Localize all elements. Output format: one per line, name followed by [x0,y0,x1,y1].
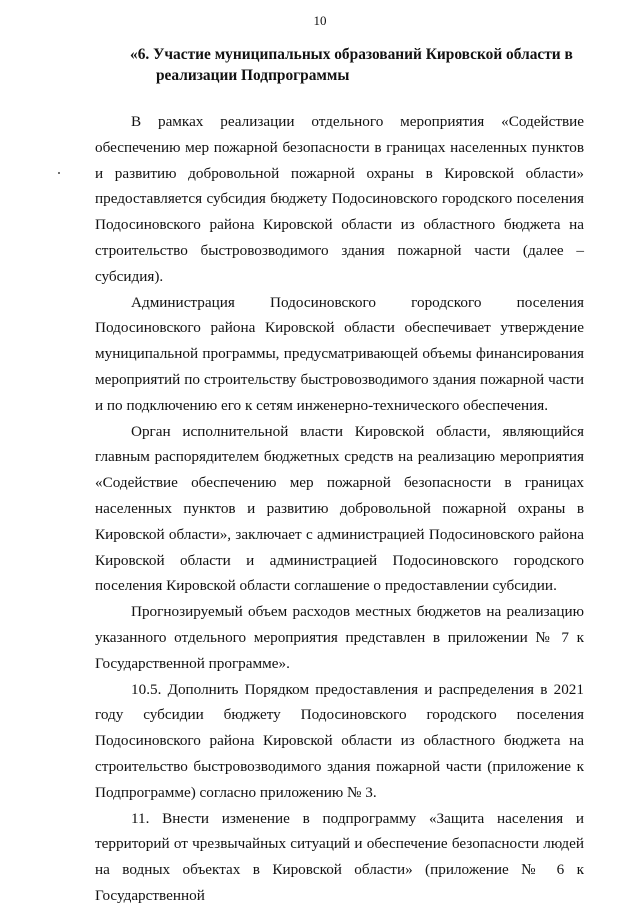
page-number: 10 [313,13,327,28]
paragraph-subsidy-intro: В рамках реализации отдельного мероприятия «Содействие обеспечению мер пожарной безопасности в границах населенных пунктов и развитию добровольной пожарной охраны в Кировской области» предоставляется субсидия бюджету Подосиновского городского поселения Подосиновского района Кировской области из областного бюджета на строительство быстровозводимого здания пожарной части (далее – субсидия). [95,113,584,285]
section-heading-line2: реализации Подпрограммы [156,67,350,84]
section-heading [130,44,592,86]
paragraph-forecast: Прогнозируемый объем расходов местных бюджетов на реализацию указанного отдельного мероприятия представлен в приложении № 7 к Государственной программе». [95,603,584,672]
section-heading-line1: «6. Участие муниципальных образований Кировской области в [130,46,573,63]
paragraph-administration: Администрация Подосиновского городского поселения Подосиновского района Кировской области обеспечивает утверждение муниципальной программы, предусматривающей объемы финансирования мероприятий по строительству быстровозводимого здания пожарной части и по подключению его к сетям инженерно-технического обеспечения. [95,293,584,414]
stray-mark [58,172,60,174]
paragraph-item-10-5: 10.5. Дополнить Порядком предоставления и распределения в 2021 году субсидии бюджету Подосиновского городского поселения Подосиновского района Кировской области из областного бюджета на строительство быстровозводимого здания пожарной части (приложение к Подпрограмме) согласно приложению № 3. [95,680,584,801]
paragraph-executive-body: Орган исполнительной власти Кировской области, являющийся главным распорядителем бюджетных средств на реализацию мероприятия «Содействие обеспечению мер пожарной безопасности в границах населенных пунктов и развитию добровольной пожарной охраны в Кировской области», заключает с администрацией Подосиновского района Кировской области и администрацией Подосиновского городского поселения Кировской области соглашение о предоставлении субсидии. [95,422,584,595]
document-body [95,109,584,909]
paragraph-item-11: 11. Внести изменение в подпрограмму «Защита населения и территорий от чрезвычайных ситуаций и обеспечение безопасности людей на водных объектах в Кировской области» (приложение № 6 к Государственной [95,809,584,904]
